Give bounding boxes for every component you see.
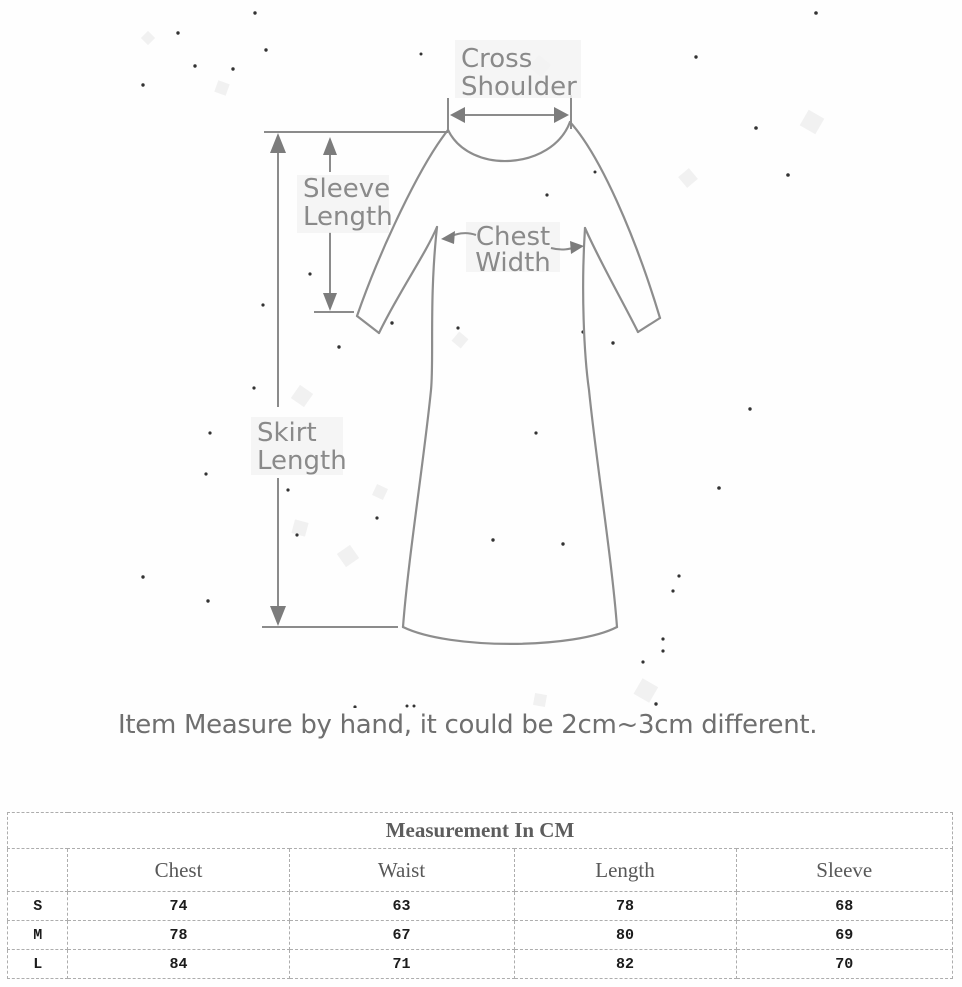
neckline bbox=[448, 122, 570, 161]
cross-arrowhead-left bbox=[450, 107, 465, 123]
dress-outline bbox=[357, 122, 660, 644]
diagram-labels bbox=[257, 44, 577, 476]
skirt-arrowhead-down bbox=[270, 606, 286, 626]
cell-s-chest: 74 bbox=[68, 892, 289, 921]
size-label-s: S bbox=[8, 892, 68, 921]
right-sleeve-cuff bbox=[638, 318, 660, 332]
chest-pointer-tip-right bbox=[570, 241, 584, 254]
cell-s-sleeve: 68 bbox=[736, 892, 952, 921]
chest-pointer-tip-left bbox=[441, 231, 455, 244]
right-sleeve-inner bbox=[585, 228, 638, 332]
col-header-sleeve: Sleeve bbox=[736, 849, 952, 892]
cell-m-chest: 78 bbox=[68, 921, 289, 950]
col-header-size bbox=[8, 849, 68, 892]
measurement-table bbox=[7, 812, 953, 979]
table-row-s bbox=[8, 892, 953, 921]
cell-m-length: 80 bbox=[514, 921, 736, 950]
cross-shoulder-label-line2: Shoulder bbox=[461, 72, 577, 102]
sleeve-arrowhead-down bbox=[323, 293, 337, 311]
sleeve-arrowhead-up bbox=[323, 137, 337, 155]
table-header-row bbox=[8, 849, 953, 892]
hem bbox=[403, 627, 617, 644]
cell-l-sleeve: 70 bbox=[736, 950, 952, 979]
skirt-length-label-line1: Skirt bbox=[257, 418, 317, 448]
size-label-m: M bbox=[8, 921, 68, 950]
sleeve-length-label-line2: Length bbox=[303, 202, 393, 232]
col-header-length: Length bbox=[514, 849, 736, 892]
table-row-l bbox=[8, 950, 953, 979]
table-title: Measurement In CM bbox=[8, 813, 953, 849]
noise-blotches bbox=[141, 31, 824, 707]
table-row-m bbox=[8, 921, 953, 950]
size-label-l: L bbox=[8, 950, 68, 979]
cell-l-waist: 71 bbox=[289, 950, 514, 979]
cell-l-chest: 84 bbox=[68, 950, 289, 979]
measurement-note: Item Measure by hand, it could be 2cm~3cm different. bbox=[118, 710, 818, 740]
left-body bbox=[403, 227, 437, 627]
cell-m-waist: 67 bbox=[289, 921, 514, 950]
cross-arrowhead-right bbox=[554, 107, 569, 123]
col-header-chest: Chest bbox=[68, 849, 289, 892]
sleeve-length-label-line1: Sleeve bbox=[303, 174, 391, 204]
skirt-arrowhead-up bbox=[270, 133, 286, 153]
chest-width-label-line1: Chest bbox=[475, 222, 551, 252]
left-sleeve-inner bbox=[379, 227, 437, 333]
table-title-row bbox=[8, 813, 953, 849]
right-body bbox=[583, 228, 617, 627]
col-header-waist: Waist bbox=[289, 849, 514, 892]
cell-s-waist: 63 bbox=[289, 892, 514, 921]
cross-shoulder-label-line1: Cross bbox=[461, 44, 533, 74]
cell-m-sleeve: 69 bbox=[736, 921, 952, 950]
skirt-length-label-line2: Length bbox=[257, 446, 347, 476]
cell-s-length: 78 bbox=[514, 892, 736, 921]
left-sleeve-cuff bbox=[357, 316, 379, 333]
cell-l-length: 82 bbox=[514, 950, 736, 979]
chest-width-label-line2: Width bbox=[475, 248, 551, 278]
